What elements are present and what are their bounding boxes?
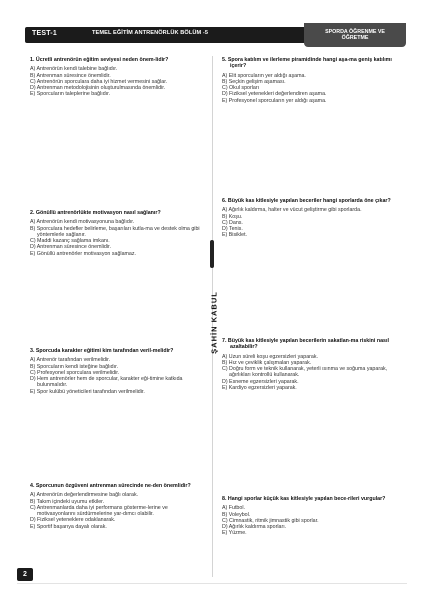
question-8 [222,496,397,537]
option-a[interactable]: A) Antrenör tarafından verilmelidir. [30,357,111,364]
topic-badge-label: SPORDA ÖĞRENME VE ÖĞRETME [325,28,385,41]
topic-badge [304,23,406,47]
question-4 [30,483,205,530]
option-b[interactable]: B) Voleybol. [222,511,251,518]
page-number: 2 [17,568,33,581]
option-a[interactable]: A) Antrenörün değerlendirmesine bağlı olarak. [30,492,139,499]
option-e[interactable]: E) Profesyonel sporcuların yer aldığı aşama. [222,97,327,104]
option-b[interactable]: B) Seçkin gelişim aşaması. [222,78,286,85]
question-7 [222,338,397,391]
option-a[interactable]: A) Elit sporcuların yer aldığı aşama. [222,72,306,79]
option-a[interactable]: A) Antrenörün kendi motivasyonuna bağlıdır. [30,219,135,226]
question-stem: 8. Hangi sporlar küçük kas kitlesiyle yapılan bece-rileri vurgular? [222,496,386,502]
option-a[interactable]: A) Uzun süreli koşu egzersizleri yaparak. [222,353,318,360]
question-3 [30,348,205,395]
test-label: TEST-1 [32,30,57,37]
option-d[interactable]: D) Fiziksel yeteneklere odaklanarak. [30,517,116,524]
option-b[interactable]: B) Hız ve çeviklik çalışmaları yaparak. [222,359,312,366]
question-1 [30,57,205,98]
option-e[interactable]: E) Sporcuların taleplerine bağlıdır. [30,91,111,98]
option-a[interactable]: A) Futbol. [222,505,245,512]
option-d[interactable]: D) Tenis. [222,226,243,233]
option-c[interactable]: C) Dans. [222,219,243,226]
question-6 [222,198,397,239]
option-d[interactable]: D) Antrenman süresince önemlidir. [30,244,111,251]
question-stem: 1. Ücretli antrenörün eğitim seviyesi neden önem-lidir? [30,57,169,63]
question-stem: 5. Spora katılım ve ilerleme piramidinde hangi aşa-ma geniş katılımı içerir? [222,57,392,70]
question-stem: 7. Büyük kas kitlesiyle yapılan becerilerin sakatlan-ma riskini nasıl azaltabilir? [222,338,389,351]
question-stem: 3. Sporcuda karakter eğitimi kim tarafından veril-melidir? [30,348,174,354]
option-e[interactable]: E) Sportif başarıya dayalı olarak. [30,523,107,530]
question-2 [30,210,205,257]
option-a[interactable]: A) Antrenörün kendi talebine bağlıdır. [30,66,118,73]
author-tab [205,240,219,380]
section-title: TEMEL EĞİTİM ANTRENÖRLÜK BÖLÜM -5 [92,30,209,36]
author-bar [210,240,214,268]
option-b[interactable]: B) Sporculara hedefler belirleme, başarıları kutla-ma ve destek olma gibi yöntemlerle sağlanır. [30,225,200,238]
question-stem: 6. Büyük kas kitlesiyle yapılan beceriler hangi sporlarda öne çıkar? [222,198,391,204]
question-stem: 2. Gönüllü antrenörlükte motivasyon nasıl sağlanır? [30,210,161,216]
option-a[interactable]: A) Ağırlık kaldırma, halter ve vücut geliştirme gibi sporlarda. [222,207,362,214]
question-5 [222,57,397,104]
question-stem: 4. Sporcunun özgüveni antrenman sürecinde ne-den önemlidir? [30,483,191,489]
option-d[interactable]: D) Fiziksel yetenekleri değerlendiren aşama. [222,91,327,98]
option-c[interactable]: C) Cimnastik, ritmik jimnastik gibi sporlar. [222,517,319,524]
option-d[interactable]: D) Hem antrenörler hem de sporcular, karakter eği-timine katkıda bulunmalıdır. [30,376,183,389]
option-b[interactable]: B) Takım içindeki uyumu etkiler. [30,498,105,505]
option-d[interactable]: D) Antrenman metodolojisinin oluşturulmasında önemlidir. [30,85,166,92]
option-b[interactable]: B) Antrenman süresince önemlidir. [30,72,111,79]
option-c[interactable]: C) Antrenmanlarda daha iyi performans gösterme-lerine ve motivasyonlarını sürdürmelerine yar-dımcı olabilir. [30,504,168,518]
option-c[interactable]: C) Profesyonel sporculara verilmelidir. [30,369,120,376]
option-c[interactable]: C) Doğru form ve teknik kullanarak, yeterli ısınma ve soğuma yaparak, ağırlıkları kontrollü kullanarak. [222,366,388,379]
option-e[interactable]: E) Gönüllü antrenörler motivasyon sağlamaz. [30,250,136,257]
option-b[interactable]: B) Sporcuların kendi isteğine bağlıdır. [30,363,119,370]
option-d[interactable]: D) Ağırlık kaldırma sporları. [222,524,287,531]
option-e[interactable]: E) Yüzme. [222,530,247,537]
option-b[interactable]: B) Koşu. [222,213,243,220]
option-c[interactable]: C) Antrenörün sporculara daha iyi hizmet vermesini sağlar. [30,78,168,85]
footer-line [17,583,407,584]
option-e[interactable]: E) Kardiyo egzersizleri yaparak. [222,385,297,392]
option-e[interactable]: E) Spor kulübü yöneticileri tarafından verilmelidir. [30,388,145,395]
author-name: ŞAHİN KABUL [209,291,219,354]
option-c[interactable]: C) Maddi kazanç sağlama imkanı. [30,238,110,245]
option-e[interactable]: E) Bisiklet. [222,232,248,239]
option-d[interactable]: D) Esneme egzersizleri yaparak. [222,378,299,385]
option-c[interactable]: C) Okul sporları [222,85,260,92]
